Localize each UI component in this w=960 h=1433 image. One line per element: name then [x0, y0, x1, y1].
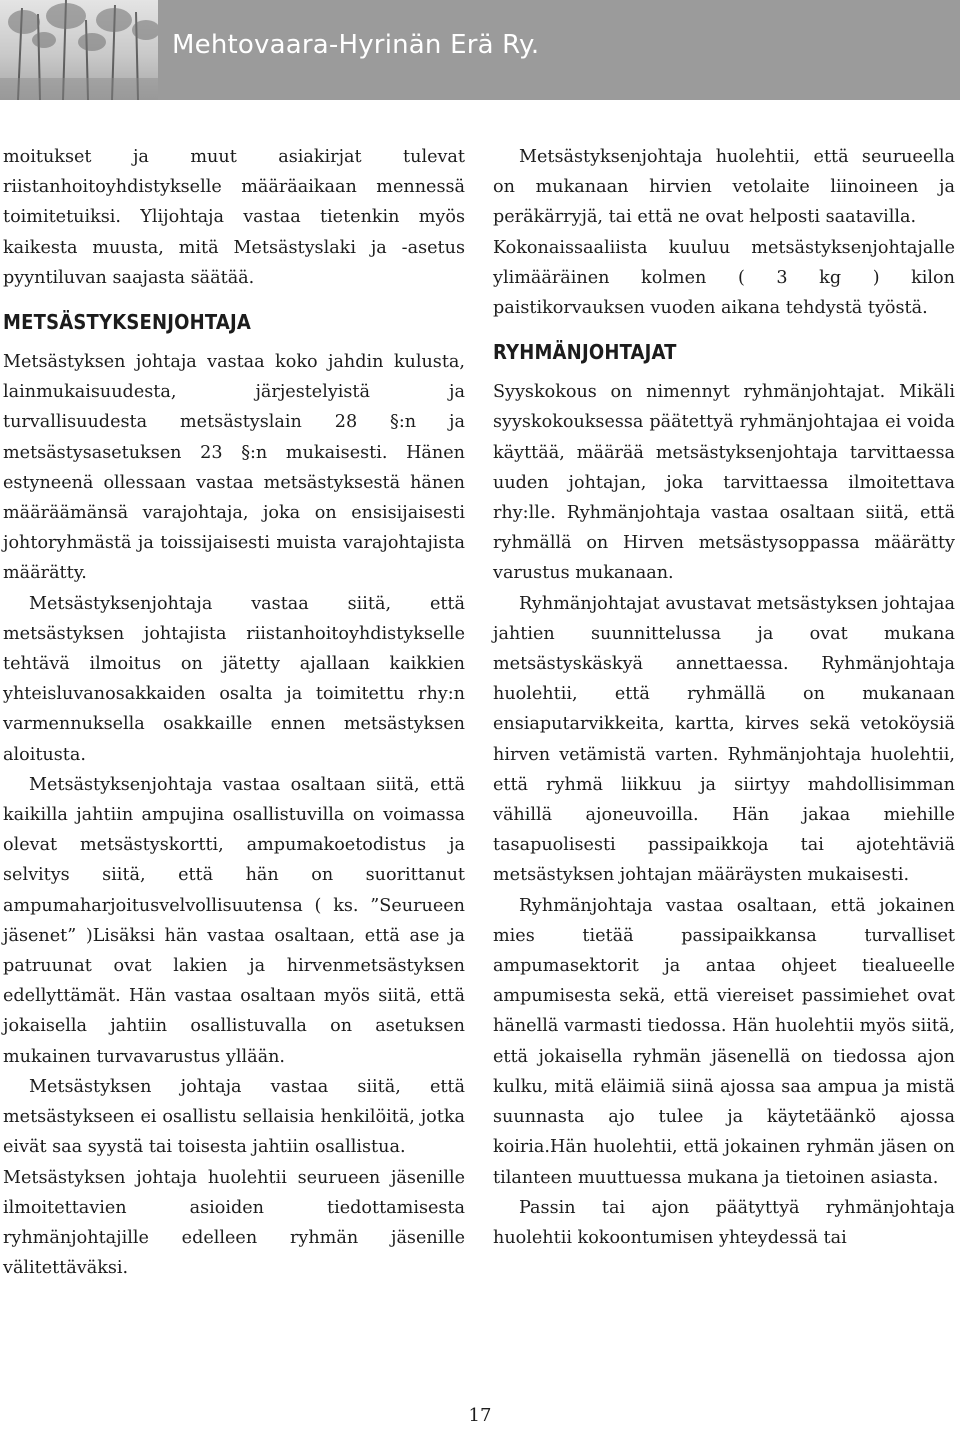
section-heading-ryhmanjohtajat: RYHMÄNJOHTAJAT [493, 340, 677, 365]
left-column [3, 142, 465, 1283]
paragraph: Passin tai ajon päätyttyä ryhmänjohtaja huolehtii kokoontumisen yhteydessä tai [493, 1197, 955, 1248]
page-header-title: Mehtovaara-Hyrinän Erä Ry. [172, 30, 540, 60]
paragraph: Metsästyksen johtaja huolehtii seurueen jäsenille ilmoitettavien asioiden tiedottamisesta ryhmänjohtajille edelleen ryhmän jäsenille välitettäväksi. [3, 1167, 465, 1279]
paragraph: Ryhmänjohtaja vastaa osaltaan, että jokainen mies tietää passipaikkansa turvalliset ampumasektorit ja antaa ohjeet tiealueelle ampumisesta sekä, että viereiset passimiehet ovat hänellä varmasti tiedossa. Hän huolehtii myös siitä, että jokaisella ryhmän jäsenellä on tiedossa ajon kulku, mitä eläimiä siinä ajossa saa ampua ja mistä suunnasta ajo tulee ja käytetäänkö ajossa koiria.Hän huolehtii, että jokainen ryhmän jäsen on tilanteen muuttuessa mukana ja tietoinen asiasta. [493, 895, 955, 1188]
paragraph: Syyskokous on nimennyt ryhmänjohtajat. Mikäli syyskokouksessa päätettyä ryhmänjohtajaa ei voida käyttää, määrää metsästyksenjohtaja tarvittaessa uuden johtajan, joka tarvittaessa ilmoitettava rhy:lle. Ryhmänjohtaja vastaa osaltaan siitä, että ryhmällä on Hirven metsästysoppassa määrätty varustus mukanaan. [493, 382, 955, 584]
forest-photo-icon [0, 0, 158, 100]
paragraph: Metsästyksen johtaja vastaa siitä, että metsästykseen ei osallistu sellaisia henkilöitä, jotka eivät saa syystä tai toisesta jahtiin osallistua. [3, 1076, 465, 1158]
paragraph: Metsästyksenjohtaja vastaa osaltaan siitä, että kaikilla jahtiin ampujina osallistuvilla on voimassa olevat metsästyskortti, ampumakoetodistus ja selvitys siitä, että hän on suorittanut ampumaharjoitusvelvollisuutensa ( ks. ”Seurueen jäsenet” )Lisäksi hän vastaa osaltaan, että ase ja patruunat ovat lakien ja hirvenmetsästyksen edellyttämät. Hän vastaa osaltaan myös siitä, että jokaisella jahtiin osallistuvalla on asetuksen mukainen turvavarustus yllään. [3, 774, 465, 1067]
paragraph: Metsästyksen johtaja vastaa koko jahdin kulusta, lainmukaisuudesta, järjestelyistä ja turvallisuudesta metsästyslain 28 §:n ja metsästysasetuksen 23 §:n mukaisesti. Hänen estyneenä ollessaan vastaa metsästyksestä hänen määräämänsä varajohtaja, joka on ensisijaisesti johtoryhmästä ja toissijaisesti muista varajohtajista määrätty. [3, 352, 465, 584]
paragraph: Metsästyksenjohtaja vastaa siitä, että metsästyksen johtajista riistanhoitoyhdistykselle tehtävä ilmoitus on jätetty ajallaan kaikkien yhteisluvanosakkaiden osalta ja toimitettu rhy:n varmennuksella osakkaille ennen metsästyksen aloitusta. [3, 593, 465, 765]
page-header [0, 0, 960, 100]
page-number: 17 [468, 1405, 492, 1426]
section-heading-metsastyksenjohtaja: METSÄSTYKSENJOHTAJA [3, 310, 251, 335]
right-column [493, 142, 955, 1253]
paragraph: Metsästyksenjohtaja huolehtii, että seurueella on mukanaan hirvien vetolaite liinoineen ja peräkärryjä, tai että ne ovat helposti saatavilla. [493, 147, 955, 228]
paragraph: Kokonaissaaliista kuuluu metsästyksenjohtajalle ylimääräinen kolmen ( 3 kg ) kilon paistikorvauksen vuoden aikana tehdystä työstä. [493, 237, 955, 319]
intro-paragraph: moitukset ja muut asiakirjat tulevat riistanhoitoyhdistykselle määräaikaan mennessä toimitetuiksi. Ylijohtaja vastaa tietenkin myös kaikesta muusta, mitä Metsästyslaki ja -asetus pyyntiluvan saajasta säätää. [3, 147, 465, 288]
paragraph: Ryhmänjohtajat avustavat metsästyksen johtajaa jahtien suunnittelussa ja ovat mukana metsästyskäskyä annettaessa. Ryhmänjohtaja huolehtii, että ryhmällä on mukanaan ensiaputarvikkeita, kartta, kirves sekä vetoköysiä hirven vetämistä varten. Ryhmänjohtaja huolehtii, että ryhmä liikkuu ja siirtyy mahdollisimman vähillä ajoneuvoilla. Hän jakaa miehille tasapuolisesti passipaikkoja tai ajotehtäviä metsästyksen johtajan määräysten mukaisesti. [493, 593, 955, 886]
